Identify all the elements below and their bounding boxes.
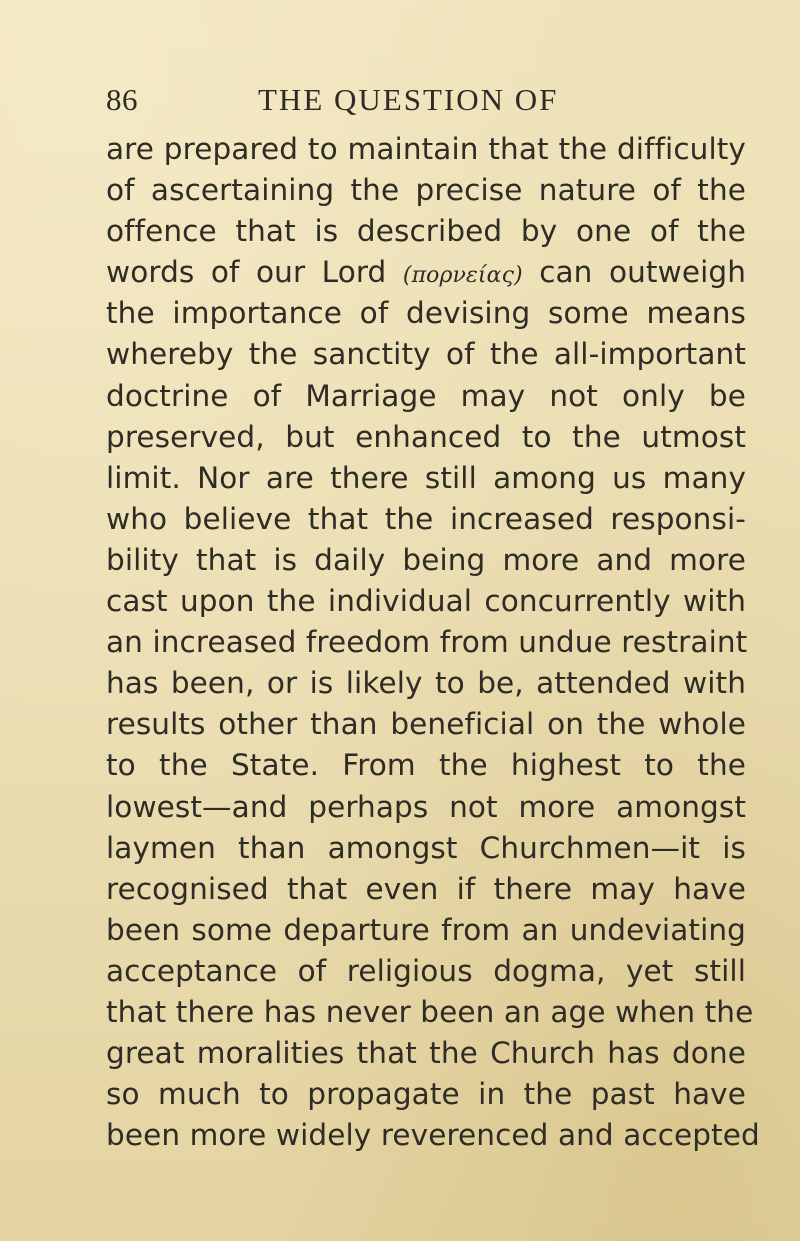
text-line: who believe that the increased responsi- — [106, 501, 746, 536]
text-line: has been, or is likely to be, attended with — [106, 666, 746, 701]
text-line: results other than beneficial on the whole — [106, 707, 746, 742]
text-line: acceptance of religious dogma, yet still — [106, 953, 746, 988]
text-line: laymen than amongst Churchmen—it is — [106, 830, 746, 865]
text-line: are prepared to maintain that the difficulty — [106, 132, 746, 166]
text-line: bility that is daily being more and more — [106, 542, 746, 577]
text-line: offence that is described by one of the — [106, 214, 746, 249]
text-line: that there has never been an age when the — [106, 994, 754, 1029]
text-line: whereby the sanctity of the all-important — [106, 337, 746, 372]
running-head — [106, 80, 706, 120]
text-line: limit. Nor are there still among us many — [106, 460, 746, 495]
text-line: cast upon the individual concurrently with — [106, 584, 746, 619]
text-line-with-greek — [106, 252, 746, 293]
text-line: to the State. From the highest to the — [106, 748, 746, 783]
running-title: THE QUESTION OF — [258, 82, 559, 117]
text-line: preserved, but enhanced to the utmost — [106, 419, 746, 454]
text-line: recognised that even if there may have — [106, 871, 746, 906]
text-line: an increased freedom from undue restraint — [106, 625, 748, 660]
greek-word: (πορνείας) — [402, 263, 523, 289]
text-line: been more widely reverenced and accepted — [106, 1118, 760, 1153]
text-line: of ascertaining the precise nature of the — [106, 173, 746, 208]
text-fragment: words of our Lord — [106, 255, 387, 290]
text-line: so much to propagate in the past have — [106, 1077, 746, 1112]
page-number: 86 — [106, 82, 138, 117]
body-text — [106, 129, 760, 1156]
text-line: great moralities that the Church has done — [106, 1036, 746, 1071]
text-line: been some departure from an undeviating — [106, 912, 746, 947]
text-line: lowest—and perhaps not more amongst — [106, 789, 746, 824]
text-line: doctrine of Marriage may not only be — [106, 378, 746, 413]
text-fragment: can outweigh — [539, 255, 746, 290]
text-line: the importance of devising some means — [106, 296, 746, 331]
